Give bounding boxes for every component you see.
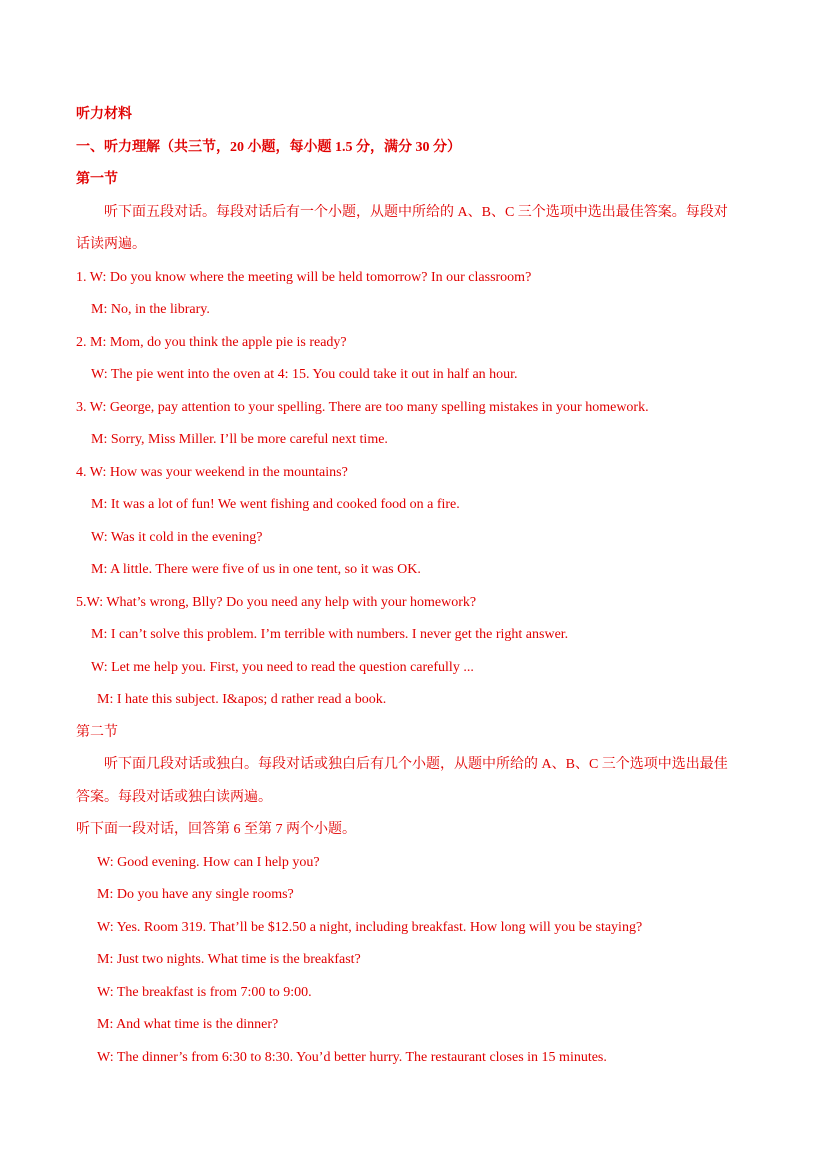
dialogue-line: M: A little. There were five of us in one tent, so it was OK. (91, 562, 421, 577)
dialogue-line: 4. W: How was your weekend in the mountains? (76, 465, 348, 480)
dialogue-line: W: Let me help you. First, you need to read the question carefully ... (91, 660, 474, 675)
dialogue-line: 2. M: Mom, do you think the apple pie is ready? (76, 335, 347, 350)
section2-instruction-line2: 答案。每段对话或独白读两遍。 (76, 790, 272, 805)
dialogue-line: M: Just two nights. What time is the breakfast? (97, 952, 361, 967)
dialogue-line: M: Do you have any single rooms? (97, 887, 294, 902)
section1-instruction-line1: 听下面五段对话。每段对话后有一个小题，从题中所给的 A、B、C 三个选项中选出最佳答案。每段对 (104, 205, 728, 220)
dialogue-line: W: The breakfast is from 7:00 to 9:00. (97, 985, 312, 1000)
dialogue-line: W: Was it cold in the evening? (91, 530, 263, 545)
dialogue-line: W: Yes. Room 319. That’ll be $12.50 a night, including breakfast. How long will you be staying? (97, 920, 643, 935)
dialogue-line: M: Sorry, Miss Miller. I’ll be more careful next time. (91, 432, 388, 447)
dialogue-line: 5.W: What’s wrong, Blly? Do you need any help with your homework? (76, 595, 477, 610)
dialogue-line: 1. W: Do you know where the meeting will be held tomorrow? In our classroom? (76, 270, 532, 285)
dialogue-line: M: And what time is the dinner? (97, 1017, 279, 1032)
dialogue-line: M: I hate this subject. I&apos; d rather read a book. (97, 692, 387, 707)
dialogue-line: M: No, in the library. (91, 302, 210, 317)
dialogue-line: M: It was a lot of fun! We went fishing and cooked food on a fire. (91, 497, 460, 512)
section2-heading: 第二节 (76, 725, 118, 740)
section2-instruction-line1: 听下面几段对话或独白。每段对话或独白后有几个小题，从题中所给的 A、B、C 三个选项中选出最佳 (104, 757, 728, 772)
section1-instruction-line2: 话读两遍。 (76, 237, 146, 252)
dialogue-line: W: The pie went into the oven at 4: 15. You could take it out in half an hour. (91, 367, 518, 382)
section1-heading: 第一节 (76, 172, 118, 187)
part-heading: 一、听力理解（共三节，20 小题，每小题 1.5 分，满分 30 分） (76, 140, 461, 155)
section2-sub-instruction: 听下面一段对话，回答第 6 至第 7 两个小题。 (76, 822, 356, 837)
dialogue-line: W: The dinner’s from 6:30 to 8:30. You’d better hurry. The restaurant closes in 15 minutes. (97, 1050, 607, 1065)
document-title: 听力材料 (76, 107, 132, 122)
dialogue-line: M: I can’t solve this problem. I’m terrible with numbers. I never get the right answer. (91, 627, 569, 642)
dialogue-line: W: Good evening. How can I help you? (97, 855, 320, 870)
dialogue-line: 3. W: George, pay attention to your spelling. There are too many spelling mistakes in your homework. (76, 400, 649, 415)
